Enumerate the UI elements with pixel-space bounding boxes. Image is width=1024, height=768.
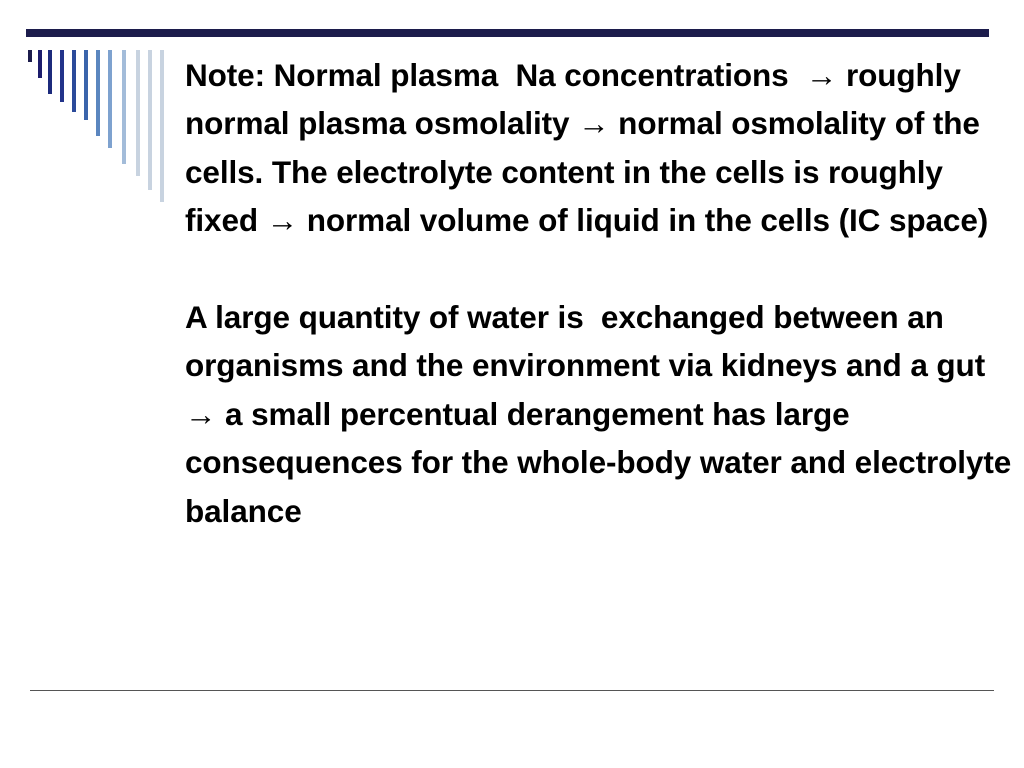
stripe	[60, 50, 64, 102]
stripe	[48, 50, 52, 94]
stripe	[108, 50, 112, 148]
stripe	[136, 50, 140, 176]
stripe	[28, 50, 32, 62]
stripe	[84, 50, 88, 120]
bottom-rule	[30, 690, 994, 691]
stripe	[72, 50, 76, 112]
body-text	[185, 51, 1020, 535]
paragraph-note: Note: Normal plasma Na concentrations → roughly normal plasma osmolality → normal osmolality of the cells. The electrolyte content in the cells is roughly fixed → normal volume of liquid in the cells (IC space)	[185, 57, 989, 239]
stripe	[160, 50, 164, 202]
stripe	[148, 50, 152, 190]
stripe	[38, 50, 42, 78]
stripe	[96, 50, 100, 136]
decorative-stripes	[0, 0, 180, 220]
stripe	[122, 50, 126, 164]
paragraph-water-exchange: A large quantity of water is exchanged between an organisms and the environment via kidneys and a gut → a small percentual derangement has large consequences for the whole-body water and electrolyte balance	[185, 299, 1020, 529]
